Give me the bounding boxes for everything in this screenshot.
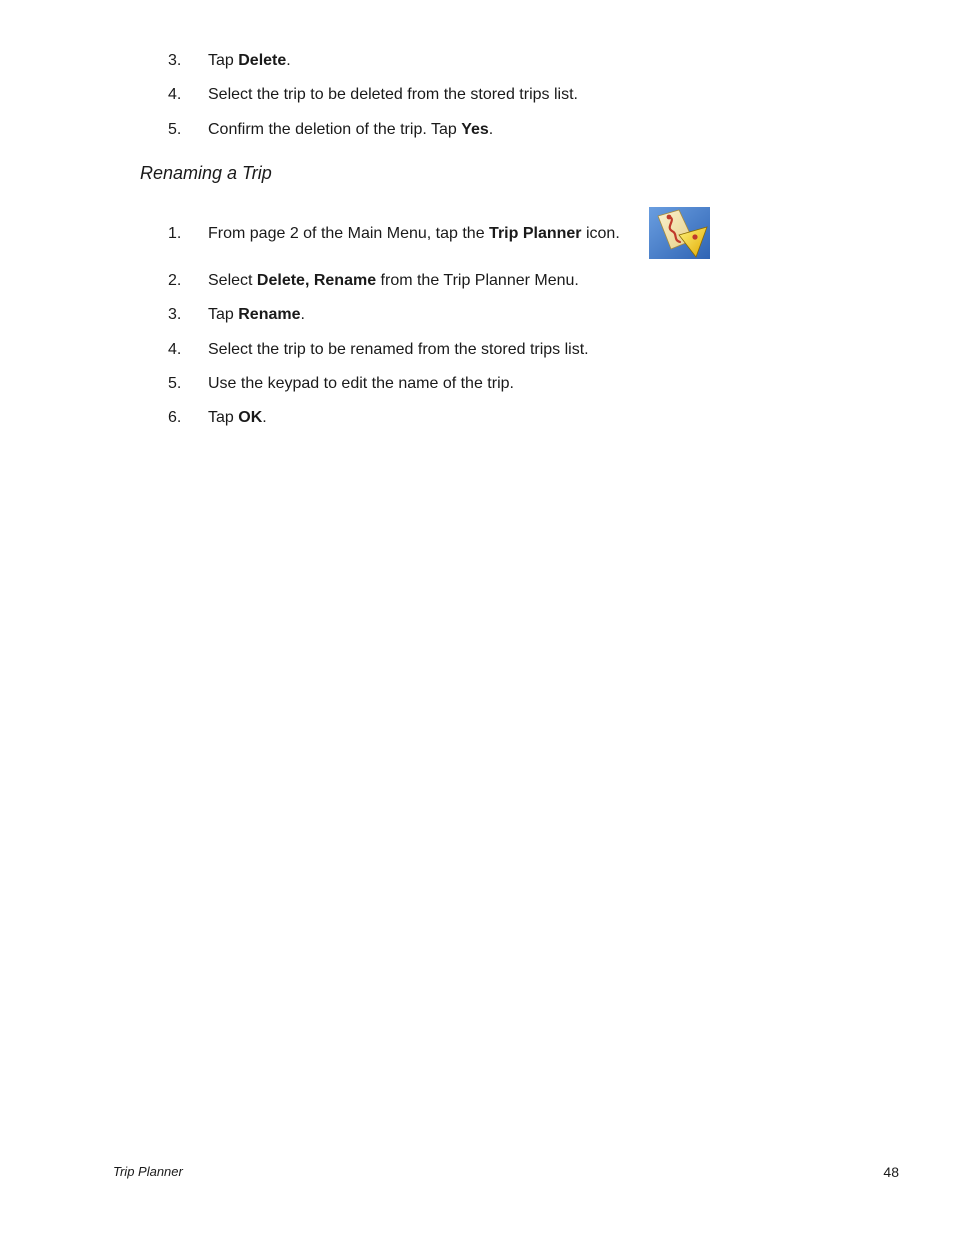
step-text: Confirm the deletion of the trip. Tap Yes. — [208, 121, 494, 138]
step-number: 2. — [168, 272, 182, 289]
step-text: Select the trip to be deleted from the stored trips list. — [208, 86, 578, 103]
step-text: Tap OK. — [208, 409, 267, 426]
footer-section-name: Trip Planner — [113, 1164, 183, 1179]
step-text: Select the trip to be renamed from the stored trips list. — [208, 341, 589, 358]
step-number: 1. — [168, 225, 182, 242]
step-number: 5. — [168, 121, 182, 138]
page-number: 48 — [883, 1164, 899, 1180]
step-text: Tap Delete. — [208, 52, 291, 69]
step-number: 4. — [168, 86, 182, 103]
step-text: From page 2 of the Main Menu, tap the Trip Planner icon. — [208, 225, 620, 242]
delete-step-5 — [0, 118, 954, 142]
rename-step-6 — [0, 406, 954, 430]
rename-step-3 — [0, 303, 954, 327]
rename-step-5 — [0, 372, 954, 396]
rename-step-4 — [0, 338, 954, 362]
step-number: 4. — [168, 341, 182, 358]
step-number: 5. — [168, 375, 182, 392]
delete-step-3 — [0, 49, 954, 73]
rename-step-1 — [0, 222, 954, 246]
step-text: Tap Rename. — [208, 306, 305, 323]
step-number: 3. — [168, 52, 182, 69]
section-heading: Renaming a Trip — [140, 163, 272, 183]
step-number: 6. — [168, 409, 182, 426]
step-number: 3. — [168, 306, 182, 323]
step-text: Select Delete, Rename from the Trip Planner Menu. — [208, 272, 579, 289]
rename-step-2 — [0, 269, 954, 293]
delete-step-4 — [0, 83, 954, 107]
trip-planner-icon — [649, 207, 710, 259]
step-text: Use the keypad to edit the name of the trip. — [208, 375, 514, 392]
